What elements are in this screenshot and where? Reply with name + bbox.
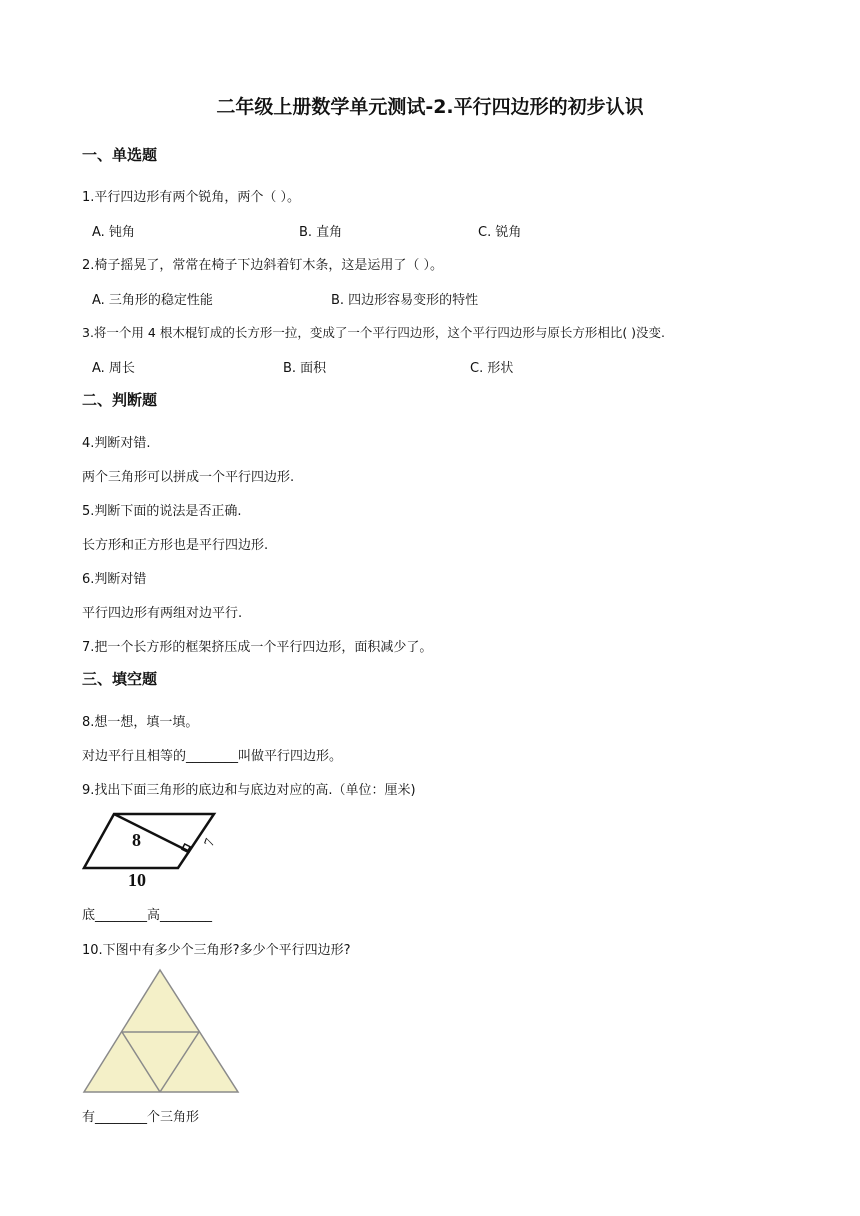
label-side: 7 [202, 836, 219, 849]
page-title: 二年级上册数学单元测试-2.平行四边形的初步认识 [216, 96, 644, 118]
question-5-stem: 5.判断下面的说法是否正确. [82, 504, 242, 519]
question-8-blank-line: 对边平行且相等的________叫做平行四边形。 [82, 749, 343, 764]
parallelogram-height-line [114, 814, 190, 852]
question-7-stem: 7.把一个长方形的框架挤压成一个平行四边形，面积减少了。 [82, 640, 433, 655]
triangle-figure [80, 966, 245, 1096]
question-1-option-a: A. 钝角 [92, 225, 135, 240]
question-8-stem: 8.想一想，填一填。 [82, 715, 199, 730]
section-heading-single-choice: 一、单选题 [82, 146, 158, 164]
question-4-statement: 两个三角形可以拼成一个平行四边形. [82, 470, 295, 485]
question-1-option-c: C. 锐角 [478, 225, 522, 240]
section-heading-fill-blank: 三、填空题 [82, 670, 158, 688]
question-9-answer-line: 底________高________ [82, 908, 213, 923]
parallelogram-figure [80, 806, 230, 892]
question-2-stem: 2.椅子摇晃了，常常在椅子下边斜着钉木条，这是运用了（ ）。 [82, 258, 444, 273]
label-base: 10 [128, 870, 146, 890]
question-9-stem: 9.找出下面三角形的底边和与底边对应的高.（单位：厘米) [82, 783, 416, 798]
question-3-option-a: A. 周长 [92, 361, 135, 376]
question-10-answer-line: 有________个三角形 [82, 1110, 200, 1125]
question-4-stem: 4.判断对错. [82, 436, 151, 451]
question-2-option-a: A. 三角形的稳定性能 [92, 293, 213, 308]
section-heading-true-false: 二、判断题 [82, 391, 158, 409]
outer-triangle [84, 970, 238, 1092]
question-6-stem: 6.判断对错 [82, 572, 147, 587]
question-3-option-c: C. 形状 [470, 361, 514, 376]
question-3-option-b: B. 面积 [283, 361, 327, 376]
label-diagonal: 8 [132, 830, 141, 850]
question-5-statement: 长方形和正方形也是平行四边形. [82, 538, 269, 553]
question-10-stem: 10.下图中有多少个三角形?多少个平行四边形? [82, 943, 351, 958]
question-2-option-b: B. 四边形容易变形的特性 [331, 293, 479, 308]
question-6-statement: 平行四边形有两组对边平行. [82, 606, 243, 621]
parallelogram-outline [84, 814, 214, 868]
question-3-stem: 3.将一个用 4 根木棍钉成的长方形一拉，变成了一个平行四边形，这个平行四边形与原长方形相比( )没变. [82, 325, 666, 340]
question-1-option-b: B. 直角 [299, 225, 343, 240]
question-1-stem: 1.平行四边形有两个锐角，两个（ ）。 [82, 190, 301, 205]
